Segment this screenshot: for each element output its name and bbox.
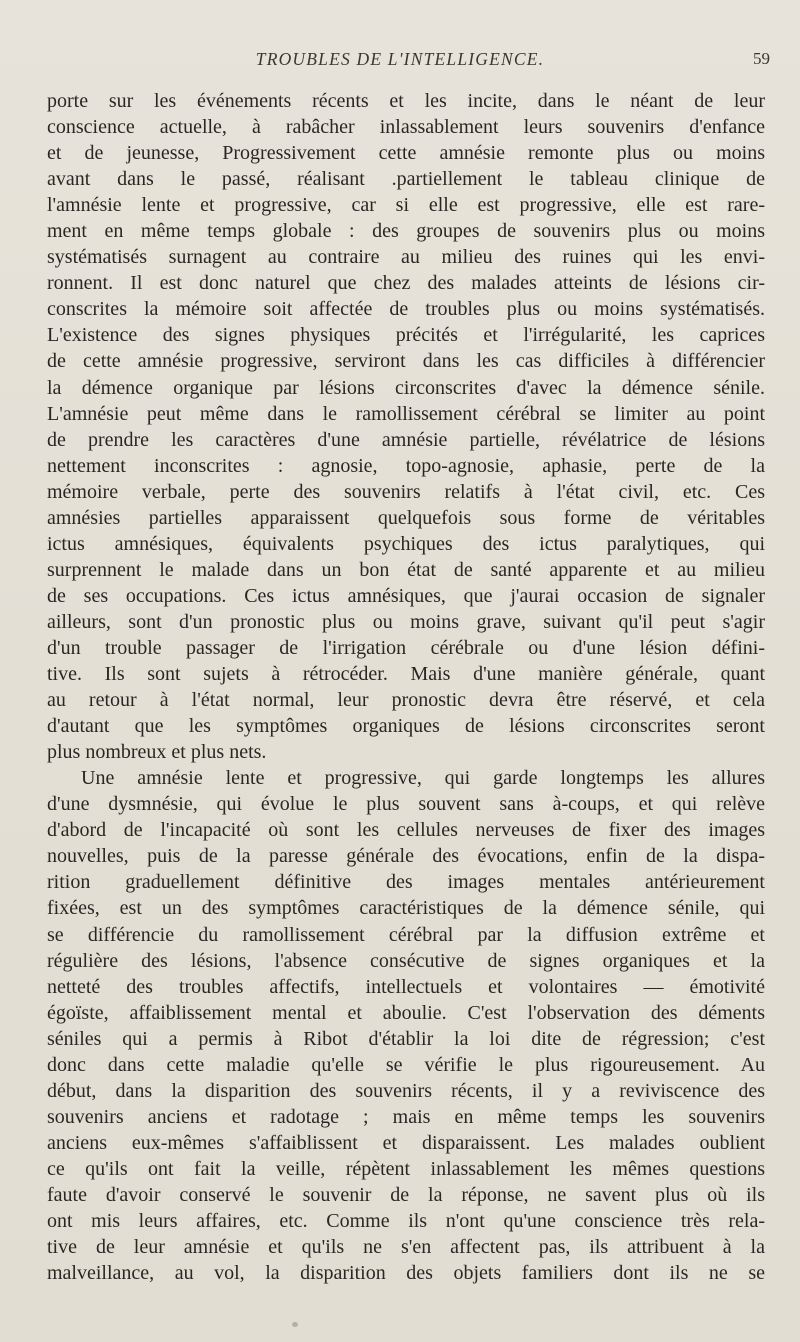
text-line: de prendre les caractères d'une amnésie partielle, révélatrice de lésions bbox=[47, 428, 765, 451]
text-line: d'autant que les symptômes organiques de lésions circonscrites seront bbox=[47, 715, 765, 738]
text-line: Une amnésie lente et progressive, qui garde longtemps les allures bbox=[81, 767, 765, 790]
text-line: rition graduellement définitive des images mentales antérieurement bbox=[47, 871, 765, 894]
text-line: faute d'avoir conservé le souvenir de la réponse, ne savent plus où ils bbox=[47, 1183, 765, 1206]
text-line: mémoire verbale, perte des souvenirs relatifs à l'état civil, etc. Ces bbox=[47, 480, 765, 503]
text-line: l'amnésie lente et progressive, car si elle est progressive, elle est rare- bbox=[47, 194, 765, 217]
text-line: porte sur les événements récents et les incite, dans le néant de leur bbox=[47, 90, 765, 112]
scan-speck bbox=[292, 1322, 298, 1327]
text-line: conscience actuelle, à rabâcher inlassablement leurs souvenirs d'enfance bbox=[47, 116, 765, 139]
text-line: de ses occupations. Ces ictus amnésiques, que j'aurai occasion de signaler bbox=[47, 584, 765, 607]
text-line: nouvelles, puis de la paresse générale des évocations, enfin de la dispa- bbox=[47, 845, 765, 868]
page-number: 59 bbox=[753, 49, 770, 68]
text-line: L'amnésie peut même dans le ramollissement cérébral se limiter au point bbox=[47, 402, 765, 425]
text-line: d'abord de l'incapacité où sont les cellules nerveuses de fixer des images bbox=[47, 819, 765, 842]
text-line: conscrites la mémoire soit affectée de troubles plus ou moins systématisés. bbox=[47, 298, 765, 321]
text-line: ment en même temps globale : des groupes de souvenirs plus ou moins bbox=[47, 220, 765, 243]
text-line: ictus amnésiques, équivalents psychiques des ictus paralytiques, qui bbox=[47, 532, 765, 555]
text-line: ailleurs, sont d'un pronostic plus ou moins grave, suivant qu'il peut s'agir bbox=[47, 610, 765, 633]
text-line: d'une dysmnésie, qui évolue le plus souvent sans à-coups, et qui relève bbox=[47, 793, 765, 816]
text-line: plus nombreux et plus nets. bbox=[47, 741, 267, 764]
text-line: systématisés surnagent au contraire au milieu des ruines qui les envi- bbox=[47, 246, 765, 269]
text-line: régulière des lésions, l'absence consécutive de signes organiques et la bbox=[47, 949, 765, 972]
text-line: surprennent le malade dans un bon état de santé apparente et au milieu bbox=[47, 558, 765, 581]
running-title: TROUBLES DE L'INTELLIGENCE. bbox=[255, 49, 545, 69]
text-line: nettement inconscrites : agnosie, topo-agnosie, aphasie, perte de la bbox=[47, 454, 765, 477]
text-line: ce qu'ils ont fait la veille, répètent inlassablement les mêmes questions bbox=[47, 1157, 765, 1180]
text-line: malveillance, au vol, la disparition des objets familiers dont ils ne se bbox=[47, 1262, 765, 1285]
text-line: fixées, est un des symptômes caractéristiques de la démence sénile, qui bbox=[47, 897, 765, 920]
text-line: donc dans cette maladie qu'elle se vérifie le plus rigoureusement. Au bbox=[47, 1053, 765, 1076]
text-line: se différencie du ramollissement cérébral par la diffusion extrême et bbox=[47, 923, 765, 946]
text-line: ont mis leurs affaires, etc. Comme ils n'ont qu'une conscience très rela- bbox=[47, 1210, 765, 1233]
running-head bbox=[30, 49, 770, 75]
text-line: séniles qui a permis à Ribot d'établir la loi dite de régression; c'est bbox=[47, 1027, 765, 1050]
text-line: et de jeunesse, Progressivement cette amnésie remonte plus ou moins bbox=[47, 142, 765, 165]
text-line: avant dans le passé, réalisant .partiellement le tableau clinique de bbox=[47, 168, 765, 191]
text-line: L'existence des signes physiques précités et l'irrégularité, les caprices bbox=[47, 324, 765, 347]
text-line: d'un trouble passager de l'irrigation cérébrale ou d'une lésion défini- bbox=[47, 636, 765, 659]
text-line: tive. Ils sont sujets à rétrocéder. Mais d'une manière générale, quant bbox=[47, 663, 765, 686]
text-line: netteté des troubles affectifs, intellectuels et volontaires — émotivité bbox=[47, 975, 765, 998]
text-line: égoïste, affaiblissement mental et aboulie. C'est l'observation des déments bbox=[47, 1001, 765, 1024]
text-line: au retour à l'état normal, leur pronostic devra être réservé, et cela bbox=[47, 689, 765, 712]
text-line: début, dans la disparition des souvenirs récents, il y a reviviscence des bbox=[47, 1079, 765, 1102]
text-line: la démence organique par lésions circonscrites d'avec la démence sénile. bbox=[47, 376, 765, 399]
text-line: souvenirs anciens et radotage ; mais en même temps les souvenirs bbox=[47, 1105, 765, 1128]
text-line: amnésies partielles apparaissent quelquefois sous forme de véritables bbox=[47, 506, 765, 529]
text-line: ronnent. Il est donc naturel que chez des malades atteints de lésions cir- bbox=[47, 272, 765, 295]
text-line: anciens eux-mêmes s'affaiblissent et disparaissent. Les malades oublient bbox=[47, 1131, 765, 1154]
text-line: tive de leur amnésie et qu'ils ne s'en affectent pas, ils attribuent à la bbox=[47, 1236, 765, 1259]
body-text bbox=[47, 88, 765, 1286]
text-line: de cette amnésie progressive, serviront dans les cas difficiles à différencier bbox=[47, 350, 765, 373]
